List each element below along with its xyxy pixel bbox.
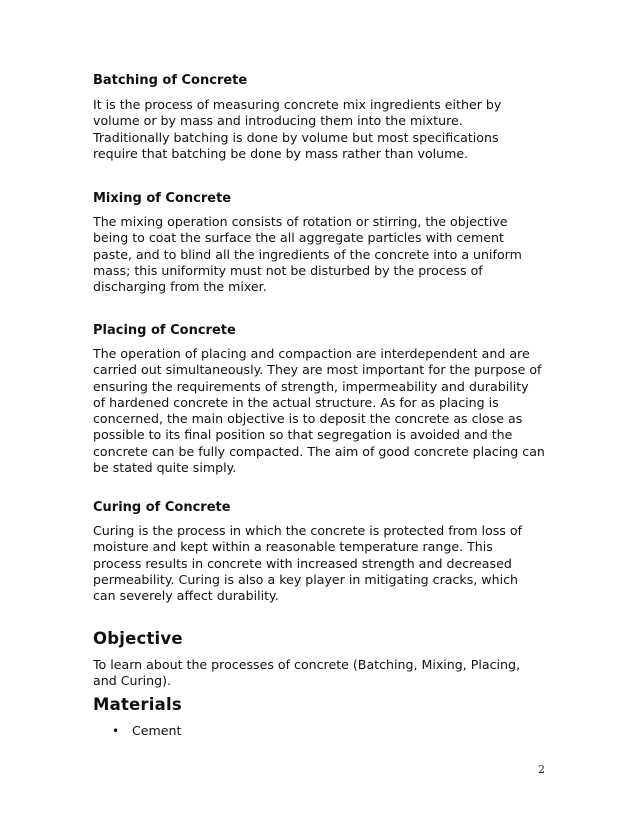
body-line: be stated quite simply. xyxy=(93,460,237,476)
body-line: and Curing). xyxy=(93,673,172,689)
section-heading-placing: Placing of Concrete xyxy=(93,323,236,338)
body-line: To learn about the processes of concrete (Batching, Mixing, Placing, xyxy=(93,657,521,672)
section-body-mixing xyxy=(93,214,522,295)
body-line: possible to its final position so that segregation is avoided and the xyxy=(93,427,513,443)
materials-heading: Materials xyxy=(93,695,182,714)
body-line: Traditionally batching is done by volume but most specifications xyxy=(93,129,499,145)
list-item-label: Cement xyxy=(132,723,182,738)
body-line: can severely affect durability. xyxy=(93,588,279,604)
body-line: concrete can be fully compacted. The aim of good concrete placing can xyxy=(93,443,545,459)
section-heading-batching: Batching of Concrete xyxy=(93,73,248,88)
objective-body xyxy=(93,657,520,690)
body-line: permeability. Curing is also a key player in mitigating cracks, which xyxy=(93,571,518,587)
body-line: volume or by mass and introducing them into the mixture. xyxy=(93,113,463,129)
section-body-placing xyxy=(93,346,545,476)
body-line: being to coat the surface the all aggregate particles with cement xyxy=(93,230,504,246)
body-line: It is the process of measuring concrete mix ingredients either by xyxy=(93,97,502,112)
bullet-icon: • xyxy=(112,724,120,738)
body-line: ensuring the requirements of strength, impermeability and durability xyxy=(93,378,529,394)
section-heading-curing: Curing of Concrete xyxy=(93,500,231,515)
body-line: concerned, the main objective is to deposit the concrete as close as xyxy=(93,411,523,427)
body-line: discharging from the mixer. xyxy=(93,279,267,295)
section-body-curing xyxy=(93,523,522,604)
body-line: of hardened concrete in the actual structure. As for as placing is xyxy=(93,394,499,410)
materials-list xyxy=(93,723,181,738)
body-line: The operation of placing and compaction are interdependent and are xyxy=(93,346,530,361)
body-line: paste, and to blind all the ingredients of the concrete into a uniform xyxy=(93,246,522,262)
body-line: moisture and kept within a reasonable temperature range. This xyxy=(93,539,493,555)
body-line: require that batching be done by mass rather than volume. xyxy=(93,145,469,161)
body-line: mass; this uniformity must not be disturbed by the process of xyxy=(93,262,483,278)
section-body-batching xyxy=(93,97,501,162)
objective-heading: Objective xyxy=(93,629,183,648)
body-line: process results in concrete with increased strength and decreased xyxy=(93,555,512,571)
section-heading-mixing: Mixing of Concrete xyxy=(93,191,232,206)
list-item xyxy=(93,723,181,738)
body-line: The mixing operation consists of rotation or stirring, the objective xyxy=(93,214,508,229)
body-line: carried out simultaneously. They are most important for the purpose of xyxy=(93,362,542,378)
page-number: 2 xyxy=(538,763,545,776)
body-line: Curing is the process in which the concrete is protected from loss of xyxy=(93,523,523,538)
